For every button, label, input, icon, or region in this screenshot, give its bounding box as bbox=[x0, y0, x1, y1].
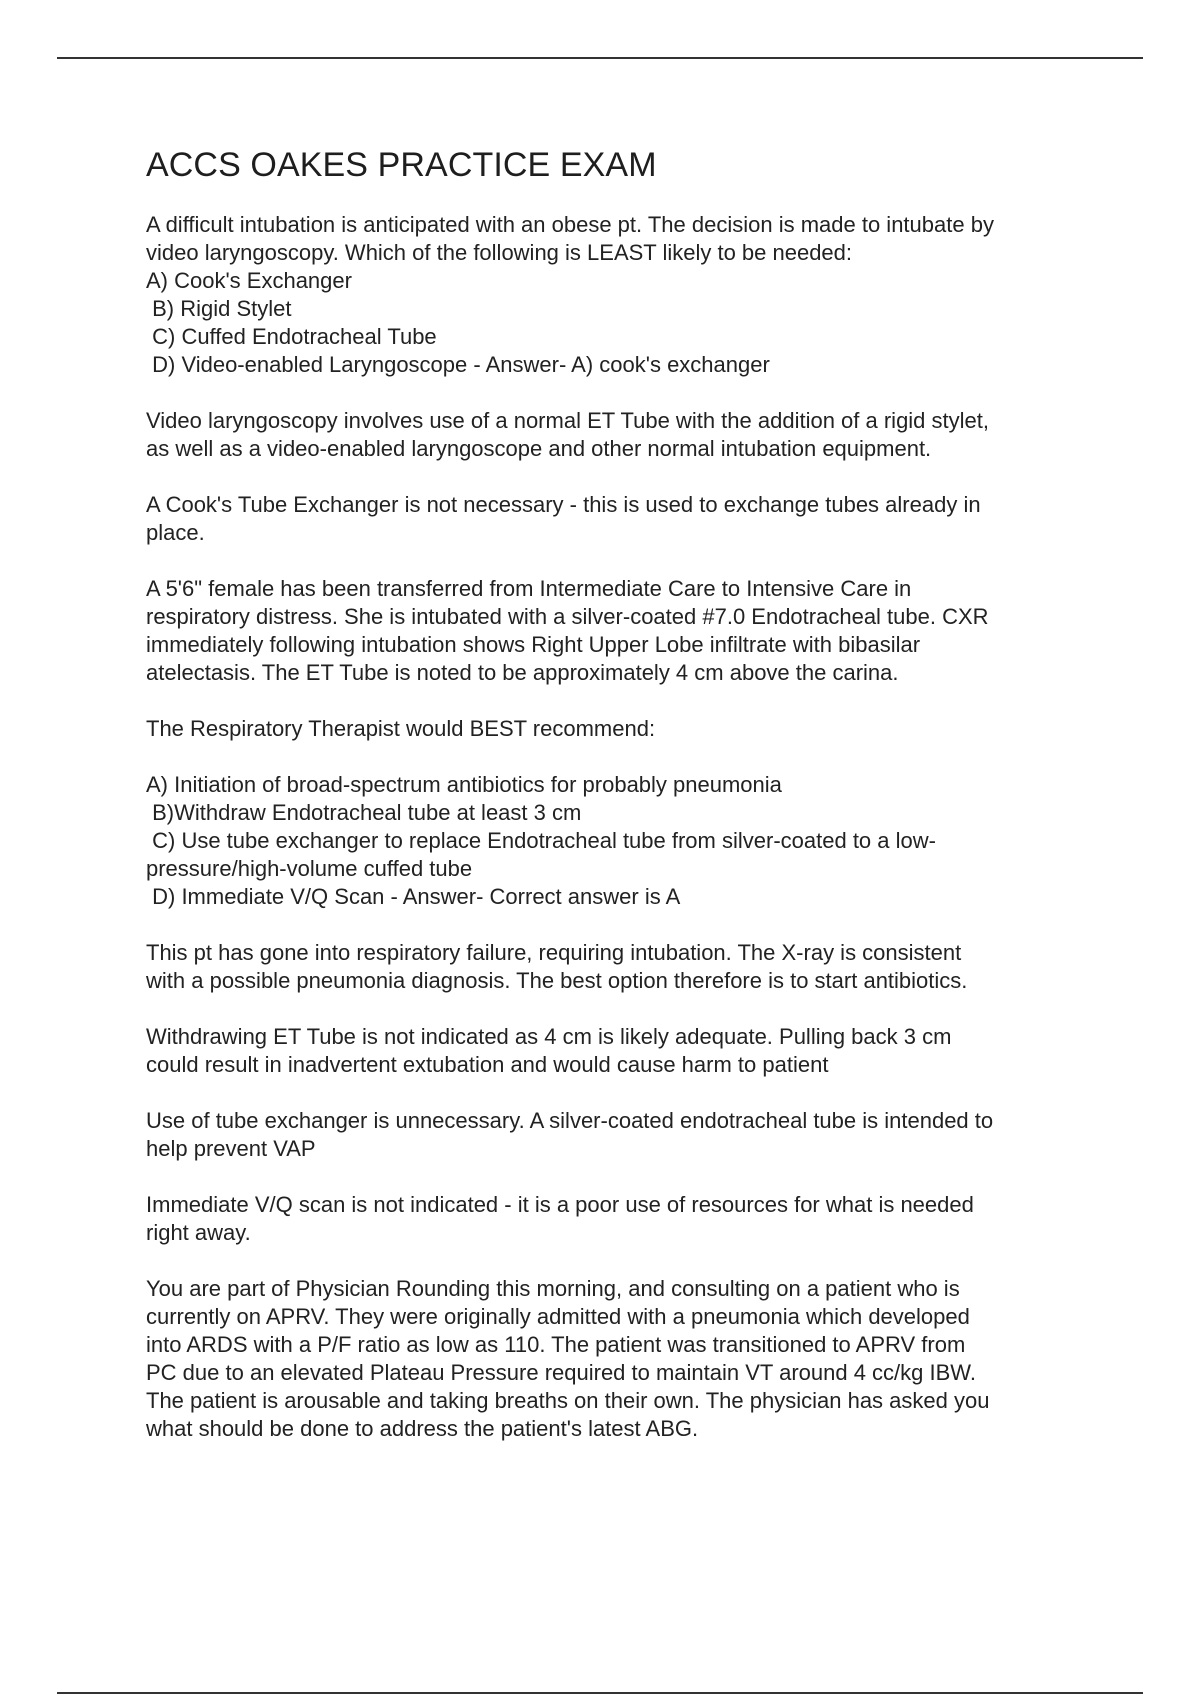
text-line: C) Use tube exchanger to replace Endotracheal tube from silver-coated to a low- bbox=[146, 828, 936, 853]
paragraph bbox=[146, 407, 1091, 463]
text-line: respiratory distress. She is intubated with a silver-coated #7.0 Endotracheal tube. CXR bbox=[146, 604, 989, 629]
paragraph bbox=[146, 771, 1091, 911]
text-line: D) Video-enabled Laryngoscope - Answer- A) cook's exchanger bbox=[146, 352, 770, 377]
text-line: atelectasis. The ET Tube is noted to be approximately 4 cm above the carina. bbox=[146, 660, 899, 685]
text-line: Video laryngoscopy involves use of a normal ET Tube with the addition of a rigid stylet, bbox=[146, 408, 989, 433]
text-line: A Cook's Tube Exchanger is not necessary - this is used to exchange tubes already in bbox=[146, 492, 981, 517]
text-line: with a possible pneumonia diagnosis. The best option therefore is to start antibiotics. bbox=[146, 968, 968, 993]
text-line: D) Immediate V/Q Scan - Answer- Correct answer is A bbox=[146, 884, 681, 909]
text-line: what should be done to address the patient's latest ABG. bbox=[146, 1416, 699, 1441]
text-line: as well as a video-enabled laryngoscope and other normal intubation equipment. bbox=[146, 436, 932, 461]
paragraph bbox=[146, 1023, 1091, 1079]
text-line: Use of tube exchanger is unnecessary. A silver-coated endotracheal tube is intended to bbox=[146, 1108, 994, 1133]
document-page bbox=[146, 140, 1091, 1471]
document-body bbox=[146, 211, 1091, 1443]
text-line: A 5'6" female has been transferred from Intermediate Care to Intensive Care in bbox=[146, 576, 912, 601]
text-line: You are part of Physician Rounding this morning, and consulting on a patient who is bbox=[146, 1276, 960, 1301]
text-line: video laryngoscopy. Which of the following is LEAST likely to be needed: bbox=[146, 240, 853, 265]
text-line: PC due to an elevated Plateau Pressure required to maintain VT around 4 cc/kg IBW. bbox=[146, 1360, 976, 1385]
text-line: C) Cuffed Endotracheal Tube bbox=[146, 324, 437, 349]
text-line: A) Cook's Exchanger bbox=[146, 268, 352, 293]
bottom-divider bbox=[57, 1692, 1143, 1694]
text-line: pressure/high-volume cuffed tube bbox=[146, 856, 473, 881]
paragraph bbox=[146, 1107, 1091, 1163]
text-line: Immediate V/Q scan is not indicated - it is a poor use of resources for what is needed bbox=[146, 1192, 974, 1217]
text-line: B) Rigid Stylet bbox=[146, 296, 292, 321]
paragraph bbox=[146, 1275, 1091, 1443]
top-divider bbox=[57, 57, 1143, 59]
paragraph bbox=[146, 939, 1091, 995]
paragraph bbox=[146, 575, 1091, 687]
text-line: into ARDS with a P/F ratio as low as 110. The patient was transitioned to APRV from bbox=[146, 1332, 966, 1357]
text-line: help prevent VAP bbox=[146, 1136, 316, 1161]
text-line: Withdrawing ET Tube is not indicated as 4 cm is likely adequate. Pulling back 3 cm bbox=[146, 1024, 952, 1049]
text-line: This pt has gone into respiratory failure, requiring intubation. The X-ray is consistent bbox=[146, 940, 962, 965]
paragraph bbox=[146, 211, 1091, 379]
text-line: The patient is arousable and taking breaths on their own. The physician has asked you bbox=[146, 1388, 990, 1413]
text-line: A difficult intubation is anticipated with an obese pt. The decision is made to intubate by bbox=[146, 212, 994, 237]
text-line: The Respiratory Therapist would BEST recommend: bbox=[146, 716, 656, 741]
paragraph bbox=[146, 491, 1091, 547]
page-title: ACCS OAKES PRACTICE EXAM bbox=[146, 146, 657, 184]
text-line: could result in inadvertent extubation and would cause harm to patient bbox=[146, 1052, 829, 1077]
text-line: place. bbox=[146, 520, 205, 545]
text-line: currently on APRV. They were originally admitted with a pneumonia which developed bbox=[146, 1304, 970, 1329]
text-line: B)Withdraw Endotracheal tube at least 3 cm bbox=[146, 800, 582, 825]
paragraph bbox=[146, 1191, 1091, 1247]
paragraph bbox=[146, 715, 1091, 743]
text-line: immediately following intubation shows Right Upper Lobe infiltrate with bibasilar bbox=[146, 632, 921, 657]
text-line: A) Initiation of broad-spectrum antibiotics for probably pneumonia bbox=[146, 772, 782, 797]
text-line: right away. bbox=[146, 1220, 251, 1245]
